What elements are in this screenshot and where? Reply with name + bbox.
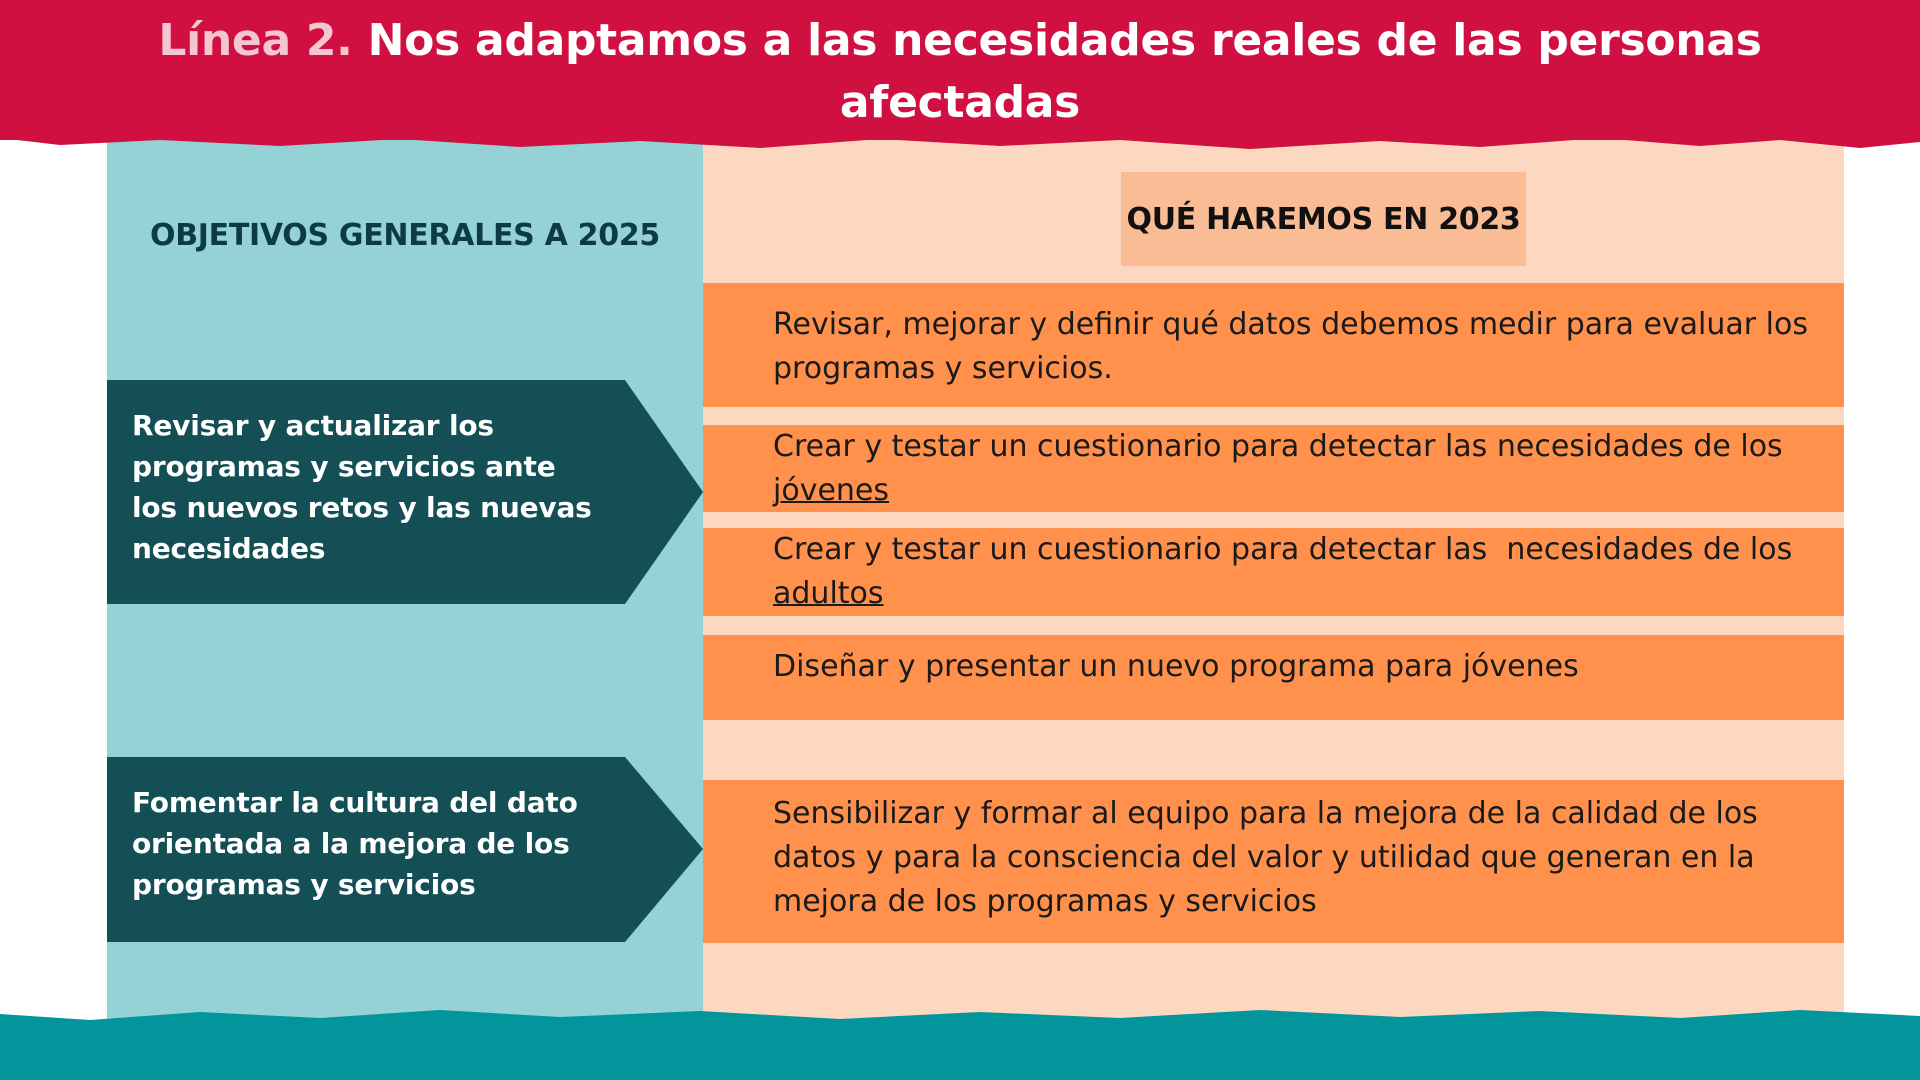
action-text: Diseñar y presentar un nuevo programa para jóvenes bbox=[773, 649, 1579, 684]
title-line-1: Nos adaptamos a las necesidades reales de las personas afectadas bbox=[352, 15, 1762, 128]
objectives-heading: OBJETIVOS GENERALES A 2025 bbox=[150, 218, 660, 253]
action-link-adultos[interactable]: adultos bbox=[773, 576, 884, 611]
action-item bbox=[703, 283, 1844, 407]
action-text-main: Crear y testar un cuestionario para detectar las necesidades de los bbox=[773, 429, 1783, 464]
objective-text: Revisar y actualizar los programas y servicios ante los nuevos retos y las nuevas necesidades bbox=[132, 409, 592, 565]
actions-heading: QUÉ HAREMOS EN 2023 bbox=[1126, 201, 1521, 237]
action-text bbox=[773, 528, 1833, 616]
footer-brush-edge bbox=[0, 1004, 1920, 1028]
objective-arrow bbox=[107, 380, 703, 604]
action-item bbox=[703, 425, 1844, 512]
action-text-main: Crear y testar un cuestionario para detectar las necesidades de los bbox=[773, 532, 1812, 567]
actions-heading-box bbox=[1121, 172, 1526, 266]
action-text: Sensibilizar y formar al equipo para la mejora de la calidad de los datos y para la consciencia del valor y utilidad que generan en la mejora de los programas y servicios bbox=[773, 796, 1758, 919]
action-item bbox=[703, 528, 1844, 616]
action-link-jovenes[interactable]: jóvenes bbox=[773, 473, 890, 508]
brush-edge-decoration bbox=[0, 128, 1920, 158]
title-prefix: Línea 2. bbox=[158, 15, 353, 66]
action-text: Revisar, mejorar y definir qué datos debemos medir para evaluar los programas y servicios. bbox=[773, 307, 1808, 386]
action-item bbox=[703, 635, 1844, 720]
action-text bbox=[773, 425, 1833, 513]
action-item bbox=[703, 780, 1844, 943]
objective-arrow bbox=[107, 757, 703, 942]
footer-band bbox=[0, 1022, 1920, 1080]
objective-text: Fomentar la cultura del dato orientada a la mejora de los programas y servicios bbox=[132, 786, 578, 901]
header-band bbox=[0, 0, 1920, 140]
